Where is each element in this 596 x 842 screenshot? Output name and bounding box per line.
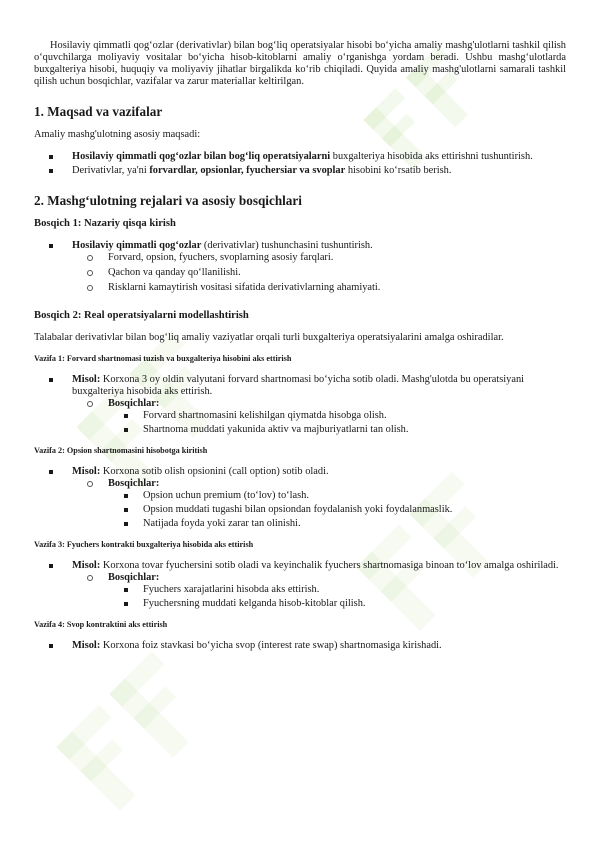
stage-1-list: [34, 240, 566, 294]
list-item: [34, 504, 566, 516]
list-item: [34, 282, 566, 294]
steps-label: Bosqichlar:: [108, 572, 160, 583]
list-item: [34, 490, 566, 502]
bullet-icon: [49, 564, 53, 568]
bullet-icon: [49, 244, 53, 248]
list-item-text: Korxona foiz stavkasi bo‘yicha svop (interest rate swap) shartnomasiga kirishadi.: [100, 640, 442, 651]
list-item-text: Fyuchers xarajatlarini hisobda aks ettirish.: [143, 584, 320, 595]
task-3-list: [34, 560, 566, 610]
bullet-icon: [49, 155, 53, 159]
bullet-icon: [124, 428, 128, 432]
circle-bullet-icon: [87, 481, 93, 487]
list-item: [34, 165, 566, 177]
circle-bullet-icon: [87, 255, 93, 261]
section-1-lead: Amaliy mashg'ulotning asosiy maqsadi:: [34, 129, 201, 140]
list-item: [34, 424, 566, 436]
bullet-icon: [124, 588, 128, 592]
list-item-text: hisobini ko‘rsatib berish.: [345, 165, 452, 176]
stage-2-lead: Talabalar derivativlar bilan bog‘liq amaliy vaziyatlar orqali turli buxgalteriya operatsiyalarini amalga oshiradilar.: [34, 332, 504, 343]
list-item: [34, 640, 566, 652]
list-item: [34, 560, 566, 572]
task-4-list: [34, 640, 566, 652]
list-item-text: Korxona sotib olish opsionini (call option) sotib oladi.: [100, 466, 329, 477]
circle-bullet-icon: [87, 575, 93, 581]
section-2-heading: 2. Mashg‘ulotning rejalari va asosiy bosqichlari: [34, 193, 302, 208]
circle-bullet-icon: [87, 285, 93, 291]
list-item-text: Opsion uchun premium (to‘lov) to‘lash.: [143, 490, 309, 501]
section-1-list: [34, 151, 566, 177]
list-item: [34, 398, 566, 410]
list-item-text: Derivativlar, ya'ni: [72, 165, 150, 176]
list-item: [34, 518, 566, 530]
list-item-text: Natijada foyda yoki zarar tan olinishi.: [143, 518, 301, 529]
list-item-text: Fyuchersning muddati kelganda hisob-kitoblar qilish.: [143, 598, 366, 609]
task-2-heading: Vazifa 2: Opsion shartnomasini hisobotga kiritish: [34, 446, 208, 455]
list-item-text: Forvard, opsion, fyuchers, svoplarning asosiy farqlari.: [108, 252, 334, 263]
task-2-list: [34, 466, 566, 530]
list-item: [34, 252, 566, 264]
bullet-icon: [49, 378, 53, 382]
list-item: [34, 478, 566, 490]
list-item: [34, 240, 566, 252]
list-item: [34, 267, 566, 279]
document-content: [34, 40, 566, 652]
bullet-icon: [124, 508, 128, 512]
example-label: Misol:: [72, 374, 101, 385]
list-item: [34, 572, 566, 584]
bullet-icon: [124, 494, 128, 498]
bold-term: forvardlar, opsionlar, fyuchersiar va svoplar: [149, 165, 346, 176]
intro-paragraph: Hosilaviy qimmatli qog‘ozlar (derivativlar) bilan bog‘liq operatsiyalar hisobi bo‘yicha amaliy mashg'ulotlarni tashkil qilish o‘quvchilarga moliyaviy vositalar bo‘yicha hisob-kitoblarni amaliy o‘rganishga yordam beradi. Ushbu mashg‘ulotlarda buxgalteriya hisobi, huquqiy va moliyaviy jihatlar birgalikda ko‘rib chiqiladi. Quyida amaliy mashg'ulotlarni samarali tashkil qilish uchun bosqichlar, vazifalar va zarur materiallar keltirilgan.: [34, 40, 566, 87]
list-item: [34, 584, 566, 596]
circle-bullet-icon: [87, 270, 93, 276]
example-label: Misol:: [72, 640, 101, 651]
task-1-list: [34, 374, 566, 436]
bullet-icon: [49, 470, 53, 474]
bold-term: Hosilaviy qimmatli qog‘ozlar bilan bog‘liq operatsiyalarni: [72, 151, 331, 162]
bullet-icon: [124, 522, 128, 526]
list-item-text: Qachon va qanday qo‘llanilishi.: [108, 267, 241, 278]
steps-label: Bosqichlar:: [108, 398, 160, 409]
bullet-icon: [124, 414, 128, 418]
task-1-heading: Vazifa 1: Forvard shartnomasi tuzish va buxgalteriya hisobini aks ettirish: [34, 354, 292, 363]
list-item-text: Risklarni kamaytirish vositasi sifatida derivativlarning ahamiyati.: [108, 282, 381, 293]
steps-label: Bosqichlar:: [108, 478, 160, 489]
task-4-heading: Vazifa 4: Svop kontraktini aks ettirish: [34, 620, 168, 629]
list-item-text: Korxona 3 oy oldin valyutani forvard shartnomasi bo‘yicha sotib oladi. Mashg'ulotda bu operatsiyani buxgalteriya hisobida aks ettirish.: [72, 374, 525, 397]
list-item-text: Shartnoma muddati yakunida aktiv va majburiyatlarni tan olish.: [143, 424, 409, 435]
list-item: [34, 410, 566, 422]
list-item: [34, 598, 566, 610]
task-3-heading: Vazifa 3: Fyuchers kontrakti buxgalteriya hisobida aks ettirish: [34, 540, 254, 549]
bold-term: Hosilaviy qimmatli qog‘ozlar: [72, 240, 202, 251]
list-item: [34, 151, 566, 163]
list-item-text: Opsion muddati tugashi bilan opsiondan foydalanish yoki foydalanmaslik.: [143, 504, 453, 515]
list-item-text: buxgalteriya hisobida aks ettirishni tushuntirish.: [330, 151, 533, 162]
circle-bullet-icon: [87, 401, 93, 407]
list-item-text: Korxona tovar fyuchersini sotib oladi va keyinchalik fyuchers shartnomasiga binoan to‘lov amalga oshiriladi.: [100, 560, 559, 571]
example-label: Misol:: [72, 466, 101, 477]
stage-2-heading: Bosqich 2: Real operatsiyalarni modellashtirish: [34, 310, 249, 321]
list-item-text: Forvard shartnomasini kelishilgan qiymatda hisobga olish.: [143, 410, 387, 421]
example-label: Misol:: [72, 560, 101, 571]
bullet-icon: [49, 169, 53, 173]
list-item: [34, 374, 566, 398]
section-1-heading: 1. Maqsad va vazifalar: [34, 104, 163, 119]
bullet-icon: [124, 602, 128, 606]
list-item-text: (derivativlar) tushunchasini tushuntirish.: [201, 240, 373, 251]
list-item: [34, 466, 566, 478]
stage-1-heading: Bosqich 1: Nazariy qisqa kirish: [34, 218, 176, 229]
bullet-icon: [49, 644, 53, 648]
